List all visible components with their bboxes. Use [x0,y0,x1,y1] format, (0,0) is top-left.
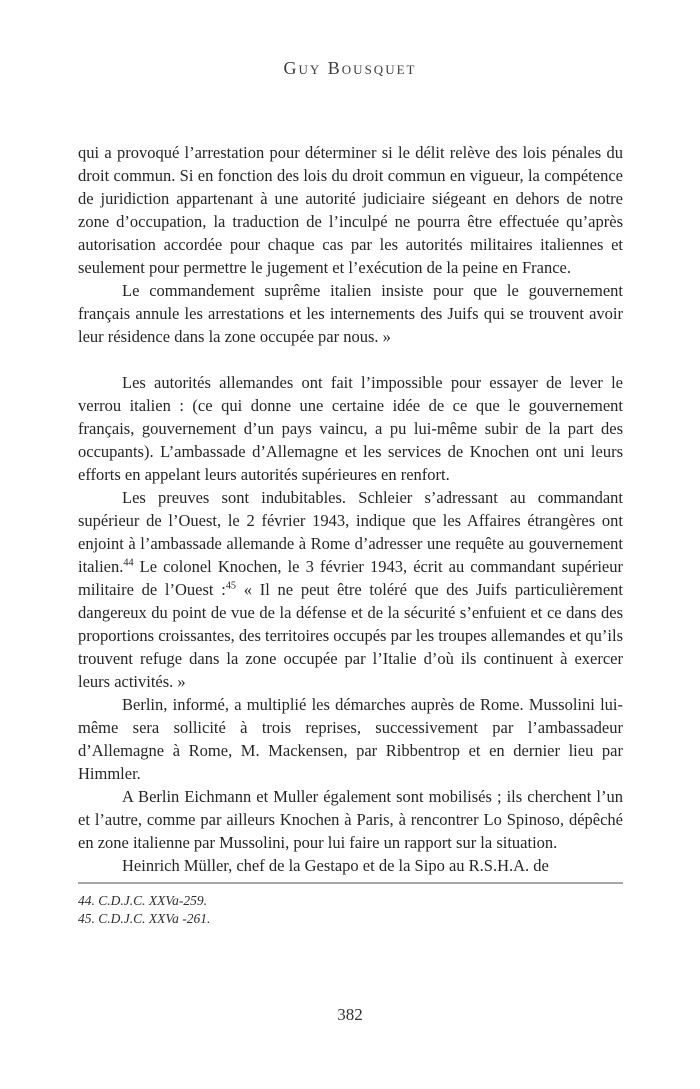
paragraph [78,854,623,877]
page-number: 382 [337,1005,363,1024]
paragraph-text: Le commandement suprême italien insiste pour que le gouvernement français annule les arrestations et les internements des Juifs qui se trouvent avoir leur résidence dans la zone occupée par nous. » [78,281,623,346]
paragraph-text: Heinrich Müller, chef de la Gestapo et de la Sipo au R.S.H.A. de [122,856,549,875]
paragraph [78,141,623,279]
paragraph [78,693,623,785]
footnote: 44. C.D.J.C. XXVa-259. [78,893,207,908]
paragraph-text: A Berlin Eichmann et Muller également sont mobilisés ; ils cherchent l’un et l’autre, comme par ailleurs Knochen à Paris, à rencontrer Lo Spinoso, dépêché en zone italienne par Mussolini, pour lui faire un rapport sur la situation. [78,787,623,852]
footnote-marker: 45 [225,580,237,592]
paragraph-text: Le colonel Knochen, le 3 février 1943, écrit au commandant supérieur militaire de l’Ouest : [78,557,623,599]
running-header-author: Guy Bousquet [283,58,417,78]
footnote: 45. C.D.J.C. XXVa -261. [78,911,211,926]
paragraph [78,371,623,486]
paragraph [78,279,623,348]
footnote-marker: 44 [123,557,134,569]
body-text [78,141,623,877]
footnote-separator [78,882,623,884]
paragraph-text: Les preuves sont indubitables. Schleier s’adressant au commandant supérieur de l’Ouest, le 2 février 1943, indique que les Affaires étrangères ont enjoint à l’ambassade allemande à Rome d’adresser une requête au gouvernement italien. [78,488,623,576]
paragraph-text: « Il ne peut être toléré que des Juifs particulièrement dangereux du point de vue de la défense et de la sécurité s’enfuient et ce dans des proportions croissantes, des territoires occupés par les troupes allemandes et qu’ils trouvent refuge dans la zone occupée par l’Italie d’où ils continuent à exercer leurs activités. » [78,580,623,691]
paragraph-text: Berlin, informé, a multiplié les démarches auprès de Rome. Mussolini lui-même sera sollicité à trois reprises, successivement par l’ambassadeur d’Allemagne à Rome, M. Mackensen, par Ribbentrop et en dernier lieu par Himmler. [78,695,623,783]
body-column [78,141,623,928]
footnotes [78,892,623,928]
paragraph [78,785,623,854]
paragraph-text: qui a provoqué l’arrestation pour déterminer si le délit relève des lois pénales du droit commun. Si en fonction des lois du droit commun en vigueur, la compétence de juridiction appartenant à une autorité judiciaire siégeant en dehors de notre zone d’occupation, la traduction de l’inculpé ne pourra être effectuée qu’après autorisation accordée pour chaque cas par les autorités militaires italiennes et seulement pour permettre le jugement et l’exécution de la peine en France. [78,143,623,277]
paragraph [78,486,623,693]
paragraph-text: Les autorités allemandes ont fait l’impossible pour essayer de lever le verrou italien : (ce qui donne une certaine idée de ce que le gouvernement français, gouvernement d’un pays vaincu, a pu lui-même subir de la part des occupants). L’ambassade d’Allemagne et les services de Knochen ont uni leurs efforts en appelant leurs autorités supérieures en renfort. [78,373,623,484]
